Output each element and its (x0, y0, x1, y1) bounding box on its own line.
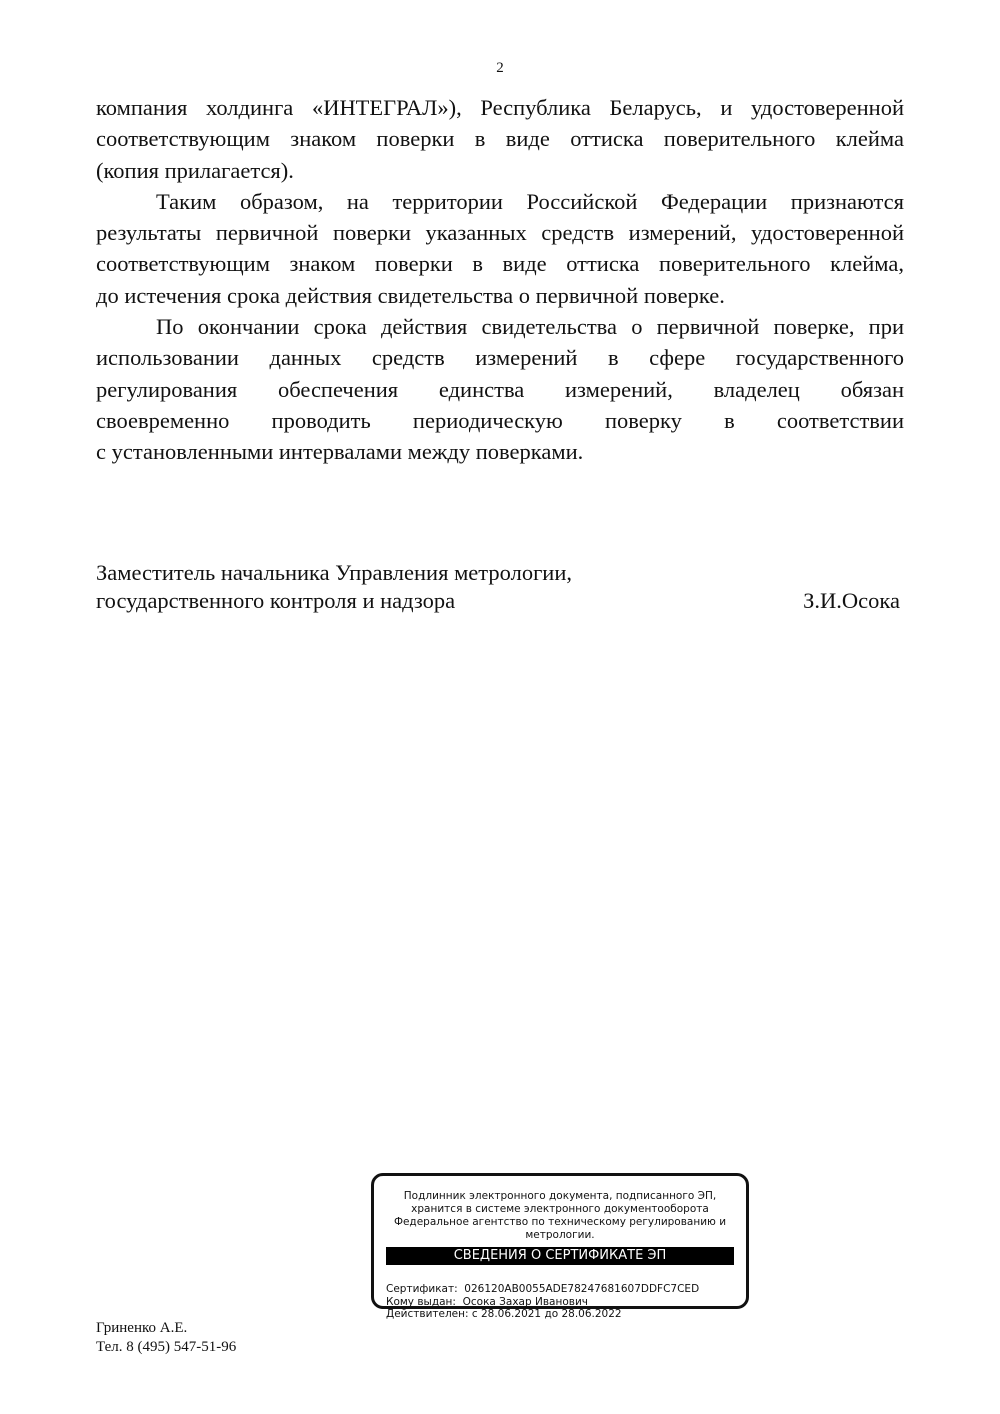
text-line: компания холдинга «ИНТЕГРАЛ»), Республика Беларусь, и удостоверенной (96, 95, 904, 120)
stamp-intro-line: метрологии. (525, 1229, 595, 1241)
text-line: с установленными интервалами между поверками. (96, 439, 584, 465)
executor-phone: Тел. 8 (495) 547-51-96 (96, 1339, 237, 1355)
stamp-valid: Действителен: с 28.06.2021 до 28.06.2022 (386, 1308, 622, 1320)
footer-contact (96, 1319, 236, 1357)
signatory-position-line2: государственного контроля и надзора (96, 588, 456, 613)
stamp-intro-line: Федеральное агентство по техническому регулированию и (393, 1216, 727, 1228)
stamp-certificate: Сертификат: 026120AB0055ADE78247681607DDFC7CED (386, 1283, 700, 1295)
stamp-header: СВЕДЕНИЯ О СЕРТИФИКАТЕ ЭП (386, 1247, 734, 1265)
text-line: до истечения срока действия свидетельства о первичной поверке. (96, 282, 725, 308)
document-body (96, 92, 904, 468)
signature-block (96, 559, 900, 615)
executor-name: Гриненко А.Е. (96, 1320, 188, 1336)
stamp-intro-line: хранится в системе электронного документооборота (411, 1203, 709, 1215)
text-line: своевременно проводить периодическую поверку в соответствии (96, 407, 904, 433)
text-line: результаты первичной поверки указанных средств измерений, удостоверенной (96, 220, 904, 246)
text-line: использовании данных средств измерений в сфере государственного (96, 345, 904, 371)
text-line: Таким образом, на территории Российской Федерации признаются (156, 188, 904, 214)
signatory-name: З.И.Осока (803, 588, 900, 613)
signatory-position-line1: Заместитель начальника Управления метрологии, (96, 560, 573, 585)
stamp-intro-line: Подлинник электронного документа, подписанного ЭП, (403, 1190, 717, 1202)
text-line: (копия прилагается). (96, 157, 294, 183)
paragraph (96, 186, 904, 311)
electronic-signature-stamp (371, 1173, 749, 1320)
text-line: регулирования обеспечения единства измерений, владелец обязан (96, 376, 904, 402)
text-line: соответствующим знаком поверки в виде оттиска поверительного клейма (96, 126, 904, 152)
text-line: соответствующим знаком поверки в виде оттиска поверительного клейма, (96, 251, 904, 277)
stamp-intro (374, 1190, 746, 1242)
text-line: По окончании срока действия свидетельства о первичной поверке, при (156, 314, 904, 340)
paragraph (96, 92, 904, 186)
page-number: 2 (496, 60, 504, 76)
stamp-info (386, 1283, 746, 1321)
paragraph (96, 311, 904, 467)
stamp-issued-to: Кому выдан: Осока Захар Иванович (386, 1295, 588, 1308)
